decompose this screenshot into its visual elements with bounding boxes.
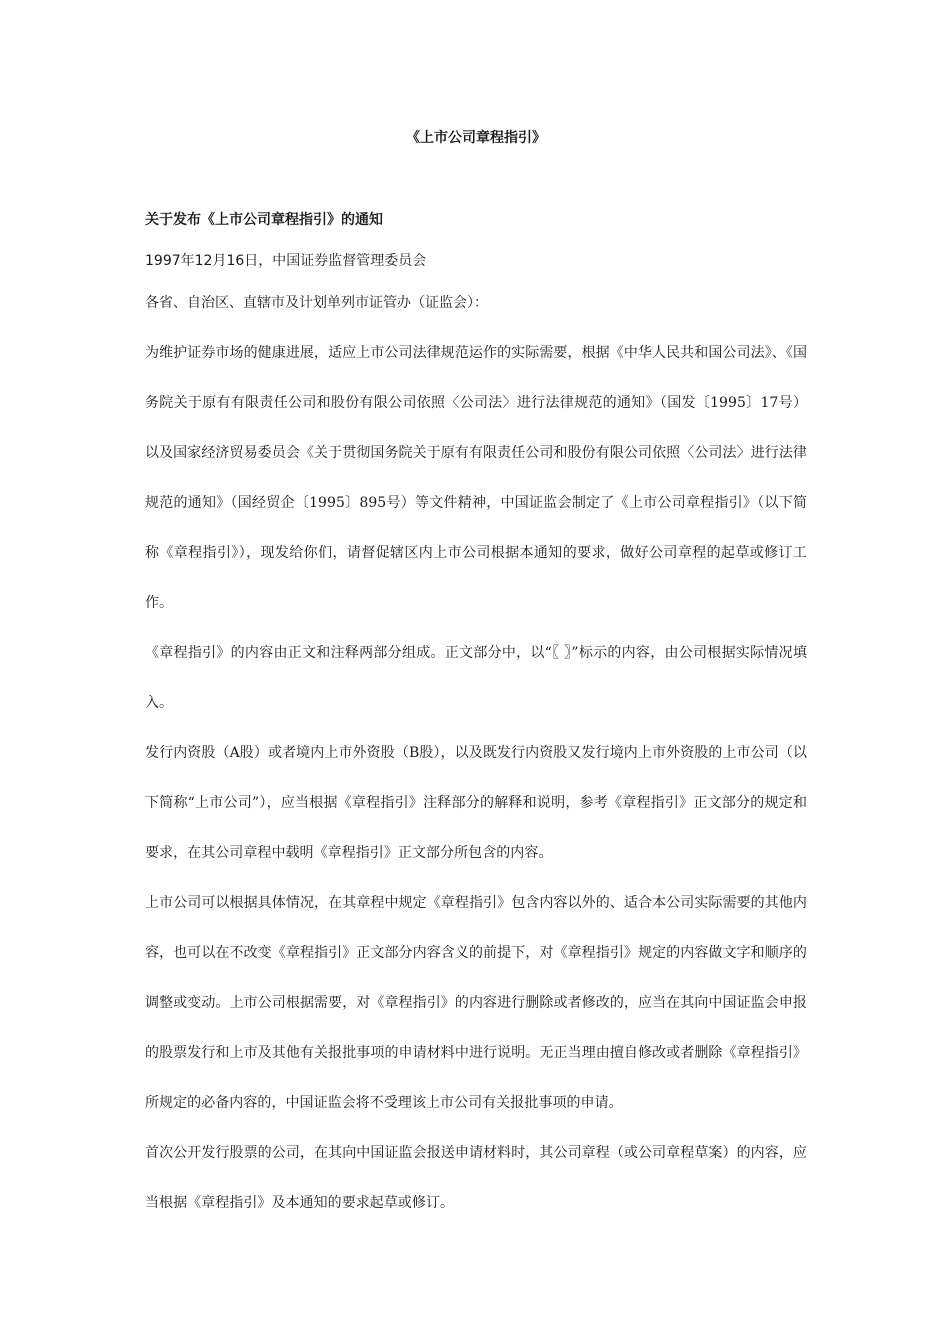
body-paragraph-1: 为维护证券市场的健康进展，适应上市公司法律规范运作的实际需要，根据《中华人民共和国公司法》、《国务院关于原有有限责任公司和股份有限公司依照〈公司法〉进行法律规范的通知》（国发〔1995〕17号）以及国家经济贸易委员会《关于贯彻国务院关于原有有限责任公司和股份有限公司依照〈公司法〉进行法律规范的通知》（国经贸企〔1995〕895号）等文件精神，中国证监会制定了《上市公司章程指引》（以下简称《章程指引》），现发给你们，请督促辖区内上市公司根据本通知的要求，做好公司章程的起草或修订工作。 [145,345,807,611]
body-paragraph-3: 发行内资股（A股）或者境内上市外资股（B股），以及既发行内资股又发行境内上市外资股的上市公司（以下简称“上市公司”），应当根据《章程指引》注释部分的解释和说明，参考《章程指引》正文部分的规定和要求，在其公司章程中载明《章程指引》正文部分所包含的内容。 [145,745,807,861]
body-paragraph-4: 上市公司可以根据具体情况，在其章程中规定《章程指引》包含内容以外的、适合本公司实际需要的其他内容，也可以在不改变《章程指引》正文部分内容含义的前提下，对《章程指引》规定的内容做文字和顺序的调整或变动。上市公司根据需要，对《章程指引》的内容进行删除或者修改的，应当在其向中国证监会申报的股票发行和上市及其他有关报批事项的申请材料中进行说明。无正当理由擅自修改或者删除《章程指引》所规定的必备内容的，中国证监会将不受理该上市公司有关报批事项的申请。 [145,895,807,1111]
body-paragraph-2: 《章程指引》的内容由正文和注释两部分组成。正文部分中，以“〖 〗”标示的内容，由公司根据实际情况填入。 [145,645,807,711]
document-body [145,250,807,1228]
document-title: 《上市公司章程指引》 [406,130,546,146]
date-issuer-line: 1997年12月16日，中国证券监督管理委员会 [145,253,427,269]
salutation: 各省、自治区、直辖市及计划单列市证管办（证监会）： [145,295,488,311]
notice-heading: 关于发布《上市公司章程指引》的通知 [145,212,383,228]
body-paragraph-5: 首次公开发行股票的公司，在其向中国证监会报送申请材料时，其公司章程（或公司章程草案）的内容，应当根据《章程指引》及本通知的要求起草或修订。 [145,1145,807,1211]
